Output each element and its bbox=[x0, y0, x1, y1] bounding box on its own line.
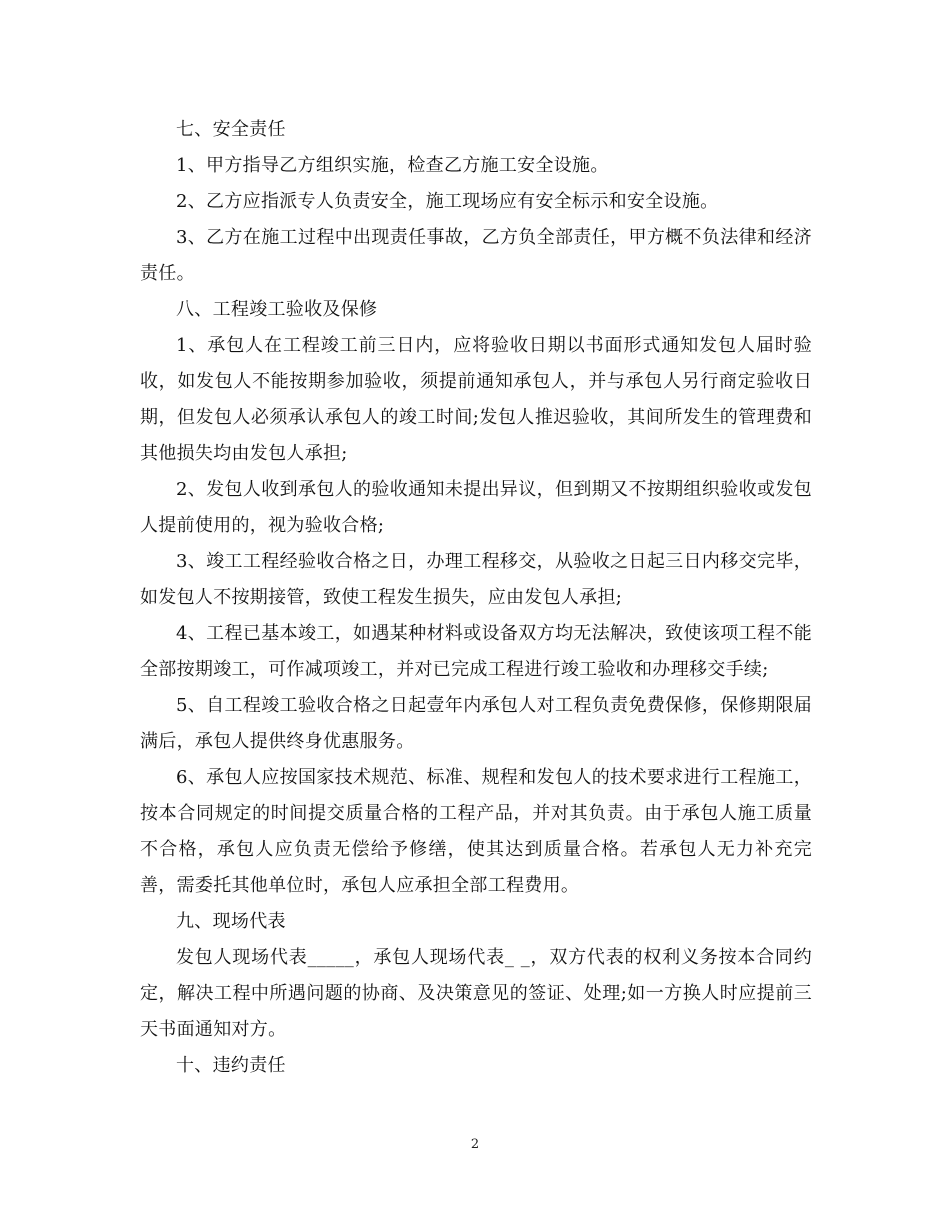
paragraph: 1、承包人在工程竣工前三日内，应将验收日期以书面形式通知发包人届时验收，如发包人不能按期参加验收，须提前通知承包人，并与承包人另行商定验收日期，但发包人必须承认承包人的竣工时间;发包人推迟验收，其间所发生的管理费和其他损失均由发包人承担; bbox=[140, 335, 812, 464]
page-number: 2 bbox=[470, 1137, 480, 1152]
section-heading-safety: 七、安全责任 bbox=[176, 119, 286, 140]
section-heading-liability: 十、违约责任 bbox=[176, 1055, 286, 1076]
paragraph: 2、发包人收到承包人的验收通知未提出异议，但到期又不按期组织验收或发包人提前使用的，视为验收合格; bbox=[140, 479, 812, 536]
paragraph: 5、自工程竣工验收合格之日起壹年内承包人对工程负责免费保修，保修期限届满后，承包人提供终身优惠服务。 bbox=[140, 695, 812, 752]
paragraph: 1、甲方指导乙方组织实施，检查乙方施工安全设施。 bbox=[176, 155, 609, 176]
paragraph: 3、竣工工程经验收合格之日，办理工程移交，从验收之日起三日内移交完毕，如发包人不按期接管，致使工程发生损失，应由发包人承担; bbox=[140, 551, 812, 608]
paragraph: 发包人现场代表_____，承包人现场代表_ _，双方代表的权利义务按本合同约定，解决工程中所遇问题的协商、及决策意见的签证、处理;如一方换人时应提前三天书面通知对方。 bbox=[140, 947, 812, 1040]
paragraph: 6、承包人应按国家技术规范、标准、规程和发包人的技术要求进行工程施工，按本合同规定的时间提交质量合格的工程产品，并对其负责。由于承包人施工质量不合格，承包人应负责无偿给予修缮，使其达到质量合格。若承包人无力补充完善，需委托其他单位时，承包人应承担全部工程费用。 bbox=[140, 767, 812, 896]
paragraph: 4、工程已基本竣工，如遇某种材料或设备双方均无法解决，致使该项工程不能全部按期竣工，可作减项竣工，并对已完成工程进行竣工验收和办理移交手续; bbox=[140, 623, 812, 680]
document-body bbox=[140, 112, 812, 1084]
paragraph: 3、乙方在施工过程中出现责任事故，乙方负全部责任，甲方概不负法律和经济责任。 bbox=[140, 227, 812, 284]
section-heading-acceptance: 八、工程竣工验收及保修 bbox=[176, 299, 378, 320]
section-heading-site-representative: 九、现场代表 bbox=[176, 911, 286, 932]
paragraph: 2、乙方应指派专人负责安全，施工现场应有安全标示和安全设施。 bbox=[176, 191, 719, 212]
